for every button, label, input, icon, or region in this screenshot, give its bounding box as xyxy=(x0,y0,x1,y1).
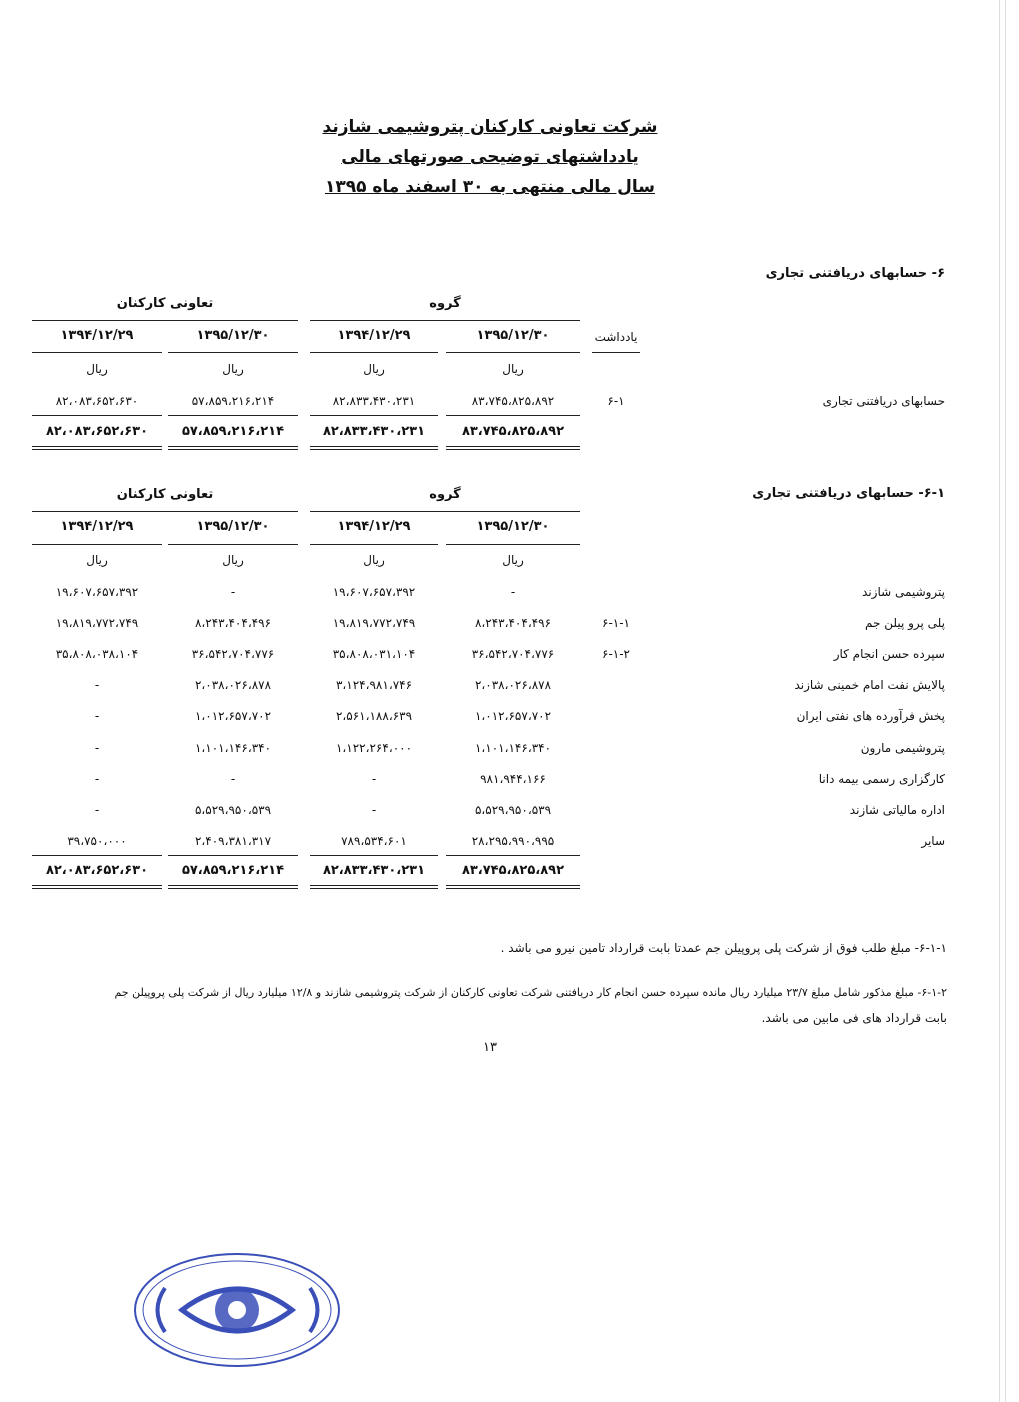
table2-cell: ۱،۱۲۲،۲۶۴،۰۰۰ xyxy=(335,741,413,755)
table2-total: ۸۳،۷۴۵،۸۲۵،۸۹۲ xyxy=(461,863,565,878)
table2-cell: ۳۶،۵۴۲،۷۰۴،۷۷۶ xyxy=(471,647,555,661)
footnote-1: ۶-۱-۱- مبلغ طلب فوق از شرکت پلی پروپیلن جم عمدتا بابت قرارداد تامین نیرو می باشد . xyxy=(500,941,947,955)
table2-cell: ۳۶،۵۴۲،۷۰۴،۷۷۶ xyxy=(191,647,275,661)
footnote-2-line2: بابت قرارداد های فی مابین می باشد. xyxy=(761,1011,947,1025)
table2-cell: - xyxy=(94,772,100,786)
table2-total-double-rule xyxy=(310,885,438,889)
table2-date: ۱۳۹۵/۱۲/۳۰ xyxy=(196,519,270,534)
table2-header-rule-group xyxy=(310,511,580,512)
table1-row-value: ۸۲،۰۸۳،۶۵۲،۶۳۰ xyxy=(55,394,139,408)
table1-total-double-rule xyxy=(446,446,580,450)
table1-date-rule xyxy=(310,352,438,353)
table2-row-label: سایر xyxy=(921,834,945,848)
table2-row-label: پتروشیمی مارون xyxy=(860,741,945,755)
table2-coop-label: تعاونی کارکنان xyxy=(116,487,214,502)
table2-date-rule xyxy=(168,544,298,545)
table2-cell: ۱،۰۱۲،۶۵۷،۷۰۲ xyxy=(474,709,552,723)
page-edge-line-2 xyxy=(1005,0,1006,1402)
table2-title: ۶-۱- حسابهای دریافتنی تجاری xyxy=(752,486,945,501)
table1-group-label: گروه xyxy=(429,296,461,311)
table1-date: ۱۳۹۵/۱۲/۳۰ xyxy=(196,328,270,343)
table2-cell: ۳،۱۲۴،۹۸۱،۷۴۶ xyxy=(335,678,413,692)
table2-group-label: گروه xyxy=(429,487,461,502)
table2-cell: ۲،۰۳۸،۰۲۶،۸۷۸ xyxy=(474,678,552,692)
table2-cell: - xyxy=(230,772,236,786)
table2-cell: ۱۹،۸۱۹،۷۷۲،۷۴۹ xyxy=(332,616,416,630)
table1-total-double-rule xyxy=(32,446,162,450)
table1-title: ۶- حسابهای دریافتنی تجاری xyxy=(765,266,945,281)
page-edge-line xyxy=(999,0,1000,1402)
table1-date-rule xyxy=(32,352,162,353)
table2-total: ۸۲،۸۳۳،۴۳۰،۲۳۱ xyxy=(322,863,426,878)
table2-total-double-rule xyxy=(168,885,298,889)
table1-date: ۱۳۹۴/۱۲/۲۹ xyxy=(60,328,134,343)
table1-total-double-rule xyxy=(310,446,438,450)
table1-total: ۵۷،۸۵۹،۲۱۶،۲۱۴ xyxy=(181,424,285,439)
table2-row-label: اداره مالیاتی شازند xyxy=(849,803,945,817)
table2-cell: - xyxy=(371,772,377,786)
document-header xyxy=(250,112,730,202)
table2-cell: ۵،۵۲۹،۹۵۰،۵۳۹ xyxy=(194,803,272,817)
auditor-stamp xyxy=(130,1248,345,1377)
table2-total-double-rule xyxy=(32,885,162,889)
table2-cell: ۳۵،۸۰۸،۰۳۱،۱۰۴ xyxy=(332,647,416,661)
table2-total-double-rule xyxy=(446,885,580,889)
table2-unit: ریال xyxy=(222,553,244,567)
table2-row-label: پخش فرآورده های نفتی ایران xyxy=(796,709,945,723)
table2-row-label: پالایش نفت امام خمینی شازند xyxy=(794,678,945,692)
table2-unit: ریال xyxy=(86,553,108,567)
footnote-2-line1: ۶-۱-۲- مبلغ مذکور شامل مبلغ ۲۳/۷ میلیارد ریال مانده سپرده حسن انجام کار دریافتنی شرکت تعاونی کارکنان از شرکت پتروشیمی شازند و ۱۲/۸ میلیارد ریال از شرکت پلی پروپیلن جم xyxy=(114,986,947,999)
table2-cell: - xyxy=(94,709,100,723)
table1-subtotal-rule xyxy=(446,415,580,416)
table1-note-rule xyxy=(592,352,640,353)
table2-cell: ۲۸،۲۹۵،۹۹۰،۹۹۵ xyxy=(471,834,555,848)
table1-total: ۸۲،۰۸۳،۶۵۲،۶۳۰ xyxy=(45,424,149,439)
table2-row-note: ۶-۱-۱ xyxy=(602,616,630,630)
table1-total-double-rule xyxy=(168,446,298,450)
table1-header-rule-group xyxy=(310,320,580,321)
table2-cell: - xyxy=(94,803,100,817)
table2-cell: - xyxy=(94,741,100,755)
table2-cell: ۹۸۱،۹۴۴،۱۶۶ xyxy=(480,772,546,786)
period-title: سال مالی منتهی به ۳۰ اسفند ماه ۱۳۹۵ xyxy=(324,177,656,197)
table2-date: ۱۳۹۴/۱۲/۲۹ xyxy=(337,519,411,534)
table1-total: ۸۳،۷۴۵،۸۲۵،۸۹۲ xyxy=(461,424,565,439)
table2-cell: ۲،۴۰۹،۳۸۱،۳۱۷ xyxy=(194,834,272,848)
table2-cell: - xyxy=(230,585,236,599)
table2-header-rule-coop xyxy=(32,511,298,512)
table1-subtotal-rule xyxy=(310,415,438,416)
table2-subtotal-rule xyxy=(168,855,298,856)
table2-row-label: پتروشیمی شازند xyxy=(862,585,945,599)
table2-row-label: پلی پرو پیلن جم xyxy=(865,616,945,630)
table1-row-value: ۵۷،۸۵۹،۲۱۶،۲۱۴ xyxy=(191,394,275,408)
table1-date-rule xyxy=(446,352,580,353)
table2-cell: ۳۹،۷۵۰،۰۰۰ xyxy=(67,834,127,848)
table2-date-rule xyxy=(310,544,438,545)
table2-cell: ۱۹،۶۰۷،۶۵۷،۳۹۲ xyxy=(55,585,139,599)
company-title: شرکت تعاونی کارکنان پتروشیمی شازند xyxy=(322,117,658,137)
table2-cell: ۸،۲۴۳،۴۰۴،۴۹۶ xyxy=(474,616,552,630)
table1-subtotal-rule xyxy=(32,415,162,416)
table1-unit: ریال xyxy=(502,362,524,376)
table1-subtotal-rule xyxy=(168,415,298,416)
table2-date-rule xyxy=(32,544,162,545)
table1-date: ۱۳۹۵/۱۲/۳۰ xyxy=(476,328,550,343)
table2-subtotal-rule xyxy=(310,855,438,856)
table2-row-label: کارگزاری رسمی بیمه دانا xyxy=(818,772,945,786)
page-number: ۱۳ xyxy=(483,1040,497,1055)
table2-cell: - xyxy=(510,585,516,599)
table2-subtotal-rule xyxy=(446,855,580,856)
table2-total: ۵۷،۸۵۹،۲۱۶،۲۱۴ xyxy=(181,863,285,878)
table2-cell: ۱،۱۰۱،۱۴۶،۳۴۰ xyxy=(474,741,552,755)
table2-row-label: سپرده حسن انجام کار xyxy=(833,647,945,661)
table1-unit: ریال xyxy=(86,362,108,376)
table1-date-rule xyxy=(168,352,298,353)
table2-cell: ۵،۵۲۹،۹۵۰،۵۳۹ xyxy=(474,803,552,817)
table2-date-rule xyxy=(446,544,580,545)
table2-cell: ۷۸۹،۵۳۴،۶۰۱ xyxy=(341,834,407,848)
table1-coop-label: تعاونی کارکنان xyxy=(116,296,214,311)
table1-unit: ریال xyxy=(363,362,385,376)
table2-cell: - xyxy=(94,678,100,692)
table2-row-note: ۶-۱-۲ xyxy=(602,647,630,661)
table2-date: ۱۳۹۴/۱۲/۲۹ xyxy=(60,519,134,534)
table2-subtotal-rule xyxy=(32,855,162,856)
table2-cell: ۸،۲۴۳،۴۰۴،۴۹۶ xyxy=(194,616,272,630)
table1-row-value: ۸۲،۸۳۳،۴۳۰،۲۳۱ xyxy=(332,394,416,408)
table1-row-value: ۸۳،۷۴۵،۸۲۵،۸۹۲ xyxy=(471,394,555,408)
table2-cell: ۳۵،۸۰۸،۰۳۸،۱۰۴ xyxy=(55,647,139,661)
table2-unit: ریال xyxy=(363,553,385,567)
stamp-seal-icon xyxy=(130,1248,345,1373)
table1-row-label: حسابهای دریافتنی تجاری xyxy=(822,394,945,408)
notes-title: یادداشتهای توضیحی صورتهای مالی xyxy=(341,147,639,167)
table1-note-label: یادداشت xyxy=(594,330,638,344)
table2-cell: ۱۹،۶۰۷،۶۵۷،۳۹۲ xyxy=(332,585,416,599)
table2-cell: - xyxy=(371,803,377,817)
table1-date: ۱۳۹۴/۱۲/۲۹ xyxy=(337,328,411,343)
table2-date: ۱۳۹۵/۱۲/۳۰ xyxy=(476,519,550,534)
table2-cell: ۱۹،۸۱۹،۷۷۲،۷۴۹ xyxy=(55,616,139,630)
table2-cell: ۱،۰۱۲،۶۵۷،۷۰۲ xyxy=(194,709,272,723)
table1-row-note: ۶-۱ xyxy=(607,394,625,408)
table2-cell: ۲،۰۳۸،۰۲۶،۸۷۸ xyxy=(194,678,272,692)
table1-unit: ریال xyxy=(222,362,244,376)
table2-unit: ریال xyxy=(502,553,524,567)
table2-total: ۸۲،۰۸۳،۶۵۲،۶۳۰ xyxy=(45,863,149,878)
table1-total: ۸۲،۸۳۳،۴۳۰،۲۳۱ xyxy=(322,424,426,439)
table1-header-rule-coop xyxy=(32,320,298,321)
table2-cell: ۱،۱۰۱،۱۴۶،۳۴۰ xyxy=(194,741,272,755)
table2-cell: ۲،۵۶۱،۱۸۸،۶۳۹ xyxy=(335,709,413,723)
